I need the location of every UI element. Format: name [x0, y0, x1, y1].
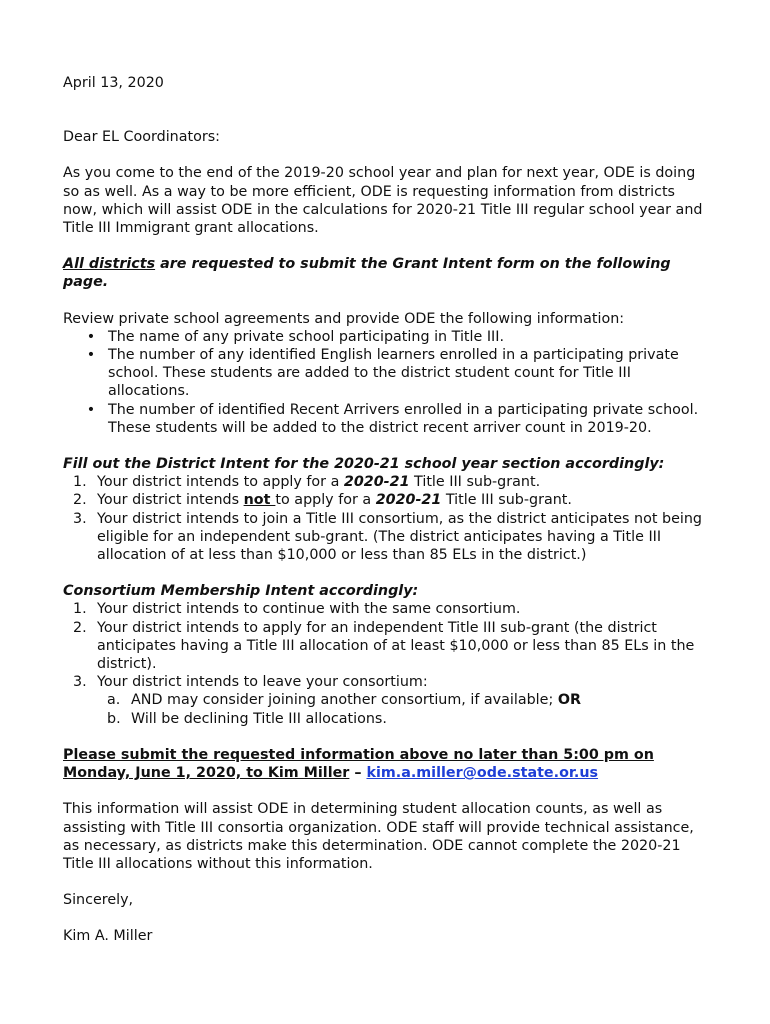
bullet-icon: • [86, 328, 96, 345]
list-item: 3. Your district intends to leave your consortium: a. AND may consider joining another consortium, if available; OR b. Will be declining Title III allocations. [63, 673, 713, 728]
intro-paragraph: As you come to the end of the 2019-20 school year and plan for next year, ODE is doing so as well. As a way to be more efficient, ODE is requesting information from districts now, which will assist ODE in the calculations for 2020-21 Title III regular school year and Title III Immigrant grant allocations. [63, 165, 703, 237]
list-item: 1. Your district intends to apply for a 2020-21 Title III sub-grant. [73, 474, 541, 491]
consortium-sub-list [97, 691, 713, 727]
signature: Kim A. Miller [63, 928, 153, 945]
district-intent-heading: Fill out the District Intent for the 2020-21 school year section accordingly: [63, 456, 665, 473]
list-item: • The number of identified Recent Arrivers enrolled in a participating private school. These students will be added to the district recent arriver count in 2019-20. [86, 401, 699, 436]
sign-off: Sincerely, [63, 892, 134, 909]
list-item: 3. Your district intends to join a Title III consortium, as the district anticipates not being eligible for an independent sub-grant. (The district anticipates having a Title III allocation of at less than $10,000 or less than 85 ELs in the district.) [73, 510, 702, 564]
list-item: a. AND may consider joining another consortium, if available; OR [107, 692, 581, 709]
consortium-heading: Consortium Membership Intent accordingly: [63, 583, 419, 600]
bullet-icon: • [86, 347, 96, 364]
review-list [63, 328, 713, 437]
bullet-icon: • [86, 401, 96, 418]
list-item: • The name of any private school participating in Title III. [86, 328, 505, 345]
request-statement [63, 255, 713, 291]
closing-paragraph: This information will assist ODE in determining student allocation counts, as well as assisting with Title III consortia organization. ODE staff will provide technical assistance, as necessary, as districts make this determination. ODE cannot complete the 2020-21 Title III allocations without this information. [63, 801, 694, 872]
letter-body [63, 74, 713, 946]
deadline-notice: Please submit the requested information above no later than 5:00 pm on Monday, June 1, 2020, to Kim Miller – kim.a.miller@ode.state.or.us [63, 746, 654, 782]
list-item: b. Will be declining Title III allocations. [107, 710, 387, 727]
list-item: 2. Your district intends to apply for an independent Title III sub-grant (the district anticipates having a Title III allocation of at least $10,000 or less than 85 ELs in the district). [73, 619, 695, 673]
review-intro: Review private school agreements and provide ODE the following information: [63, 310, 625, 327]
list-item: 1. Your district intends to continue with the same consortium. [73, 601, 521, 618]
request-lead: All districts [63, 256, 156, 273]
consortium-list [63, 600, 713, 727]
not-emphasis: not [243, 492, 276, 509]
district-intent-list [63, 473, 713, 564]
list-item: 2. Your district intends not to apply for a 2020-21 Title III sub-grant. [73, 492, 572, 509]
request-rest: are requested to submit the Grant Intent form on the following page. [63, 256, 671, 291]
email-link[interactable]: kim.a.miller@ode.state.or.us [366, 765, 599, 782]
list-item: • The number of any identified English learners enrolled in a participating private school. These students are added to the district student count for Title III allocations. [86, 347, 679, 400]
letter-date: April 13, 2020 [63, 75, 164, 91]
greeting: Dear EL Coordinators: [63, 129, 221, 146]
